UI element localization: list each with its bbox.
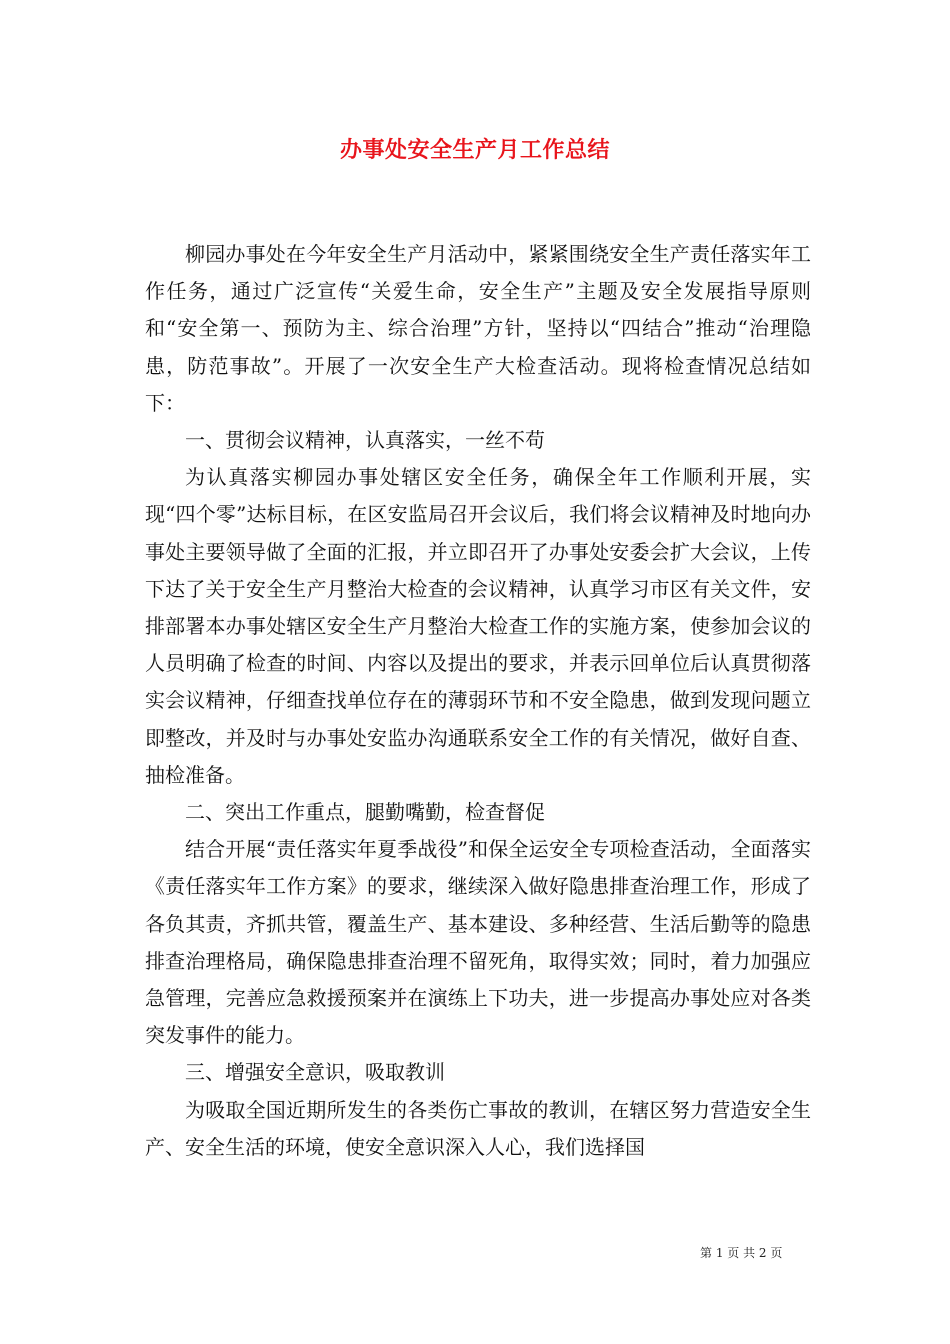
section-heading-3: 三、增强安全意识，吸取教训 bbox=[185, 1060, 445, 1085]
page-number-footer: 第 1 页 共 2 页 bbox=[700, 1246, 783, 1260]
paragraph-section-1: 为认真落实柳园办事处辖区安全任务，确保全年工作顺利开展，实现“四个零”达标目标，在区安监局召开会议后，我们将会议精神及时地向办事处主要领导做了全面的汇报，并立即召开了办事处安委会扩大会议，上传下达了关于安全生产月整治大检查的会议精神，认真学习市区有关文件，安排部署本办事处辖区安全生产月整治大检查工作的实施方案，使参加会议的人员明确了检查的时间、内容以及提出的要求，并表示回单位后认真贯彻落实会议精神，仔细查找单位存在的薄弱环节和不安全隐患，做到发现问题立即整改，并及时与办事处安监办沟通联系安全工作的有关情况，做好自查、抽检准备。 bbox=[145, 465, 811, 787]
document-body bbox=[145, 236, 811, 1166]
section-heading-1: 一、贯彻会议精神，认真落实，一丝不苟 bbox=[185, 428, 545, 453]
section-heading-2: 二、突出工作重点，腿勤嘴勤，检查督促 bbox=[185, 800, 545, 825]
paragraph-section-2: 结合开展“责任落实年夏季战役”和保全运安全专项检查活动，全面落实《责任落实年工作方案》的要求，继续深入做好隐患排查治理工作，形成了各负其责，齐抓共管，覆盖生产、基本建设、多种经营、生活后勤等的隐患排查治理格局，确保隐患排查治理不留死角，取得实效；同时，着力加强应急管理，完善应急救援预案并在演练上下功夫，进一步提高办事处应对各类突发事件的能力。 bbox=[145, 837, 811, 1048]
paragraph-section-3: 为吸取全国近期所发生的各类伤亡事故的教训，在辖区努力营造安全生产、安全生活的环境，使安全意识深入人心，我们选择国 bbox=[145, 1097, 811, 1159]
document-title: 办事处安全生产月工作总结 bbox=[339, 137, 610, 163]
paragraph-intro: 柳园办事处在今年安全生产月活动中，紧紧围绕安全生产责任落实年工作任务，通过广泛宣传“关爱生命，安全生产”主题及安全发展指导原则和“安全第一、预防为主、综合治理”方针，坚持以“四结合”推动“治理隐患，防范事故”。开展了一次安全生产大检查活动。现将检查情况总结如下： bbox=[145, 242, 811, 415]
